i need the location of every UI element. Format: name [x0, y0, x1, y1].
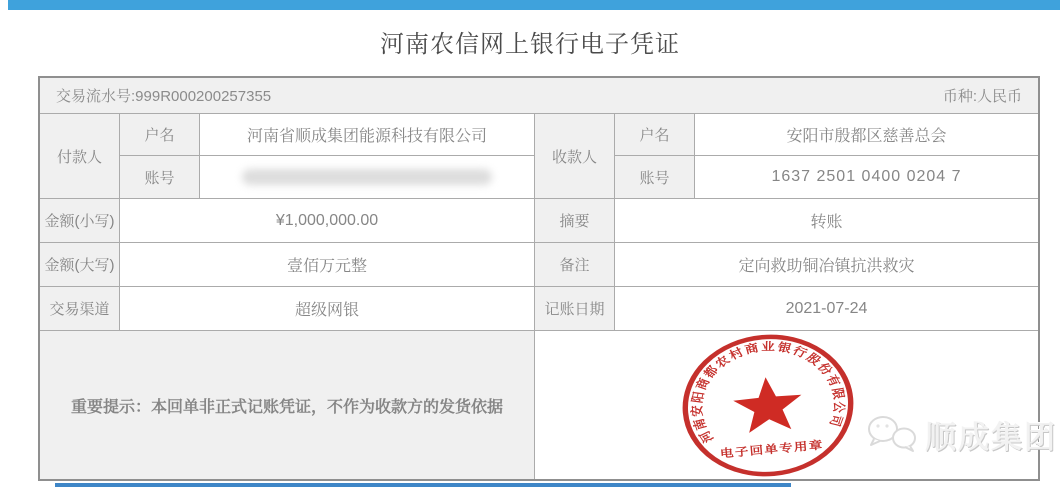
payee-name-value: 安阳市殷都区慈善总会 [695, 114, 1038, 156]
amount-words-value: 壹佰万元整 [120, 243, 535, 287]
payer-account-value [200, 156, 535, 199]
wechat-bubbles-icon [866, 414, 920, 456]
amount-figures-label: 金额(小写) [40, 199, 120, 243]
page-title: 河南农信网上银行电子凭证 [380, 31, 680, 58]
payee-section-label: 收款人 [535, 114, 615, 199]
summary-value: 转账 [615, 199, 1038, 243]
channel-value: 超级网银 [120, 287, 535, 331]
payer-section-label: 付款人 [40, 114, 120, 199]
bottom-accent-bar [55, 483, 791, 487]
watermark-text: 顺成集团 [925, 420, 1057, 455]
remark-value: 定向救助铜冶镇抗洪救灾 [615, 243, 1038, 287]
date-value: 2021-07-24 [615, 287, 1038, 331]
date-label: 记账日期 [535, 287, 615, 331]
wechat-watermark [866, 412, 1057, 457]
remark-label: 备注 [535, 243, 615, 287]
amount-words-label: 金额(大写) [40, 243, 120, 287]
important-notice: 重要提示：本回单非正式记账凭证，不作为收款方的发货依据 [40, 331, 535, 479]
payer-name-value: 河南省顺成集团能源科技有限公司 [200, 114, 535, 156]
seal-star-icon [731, 374, 804, 434]
payer-name-label: 户名 [120, 114, 200, 156]
currency: 币种:人民币 [942, 88, 1022, 105]
top-accent-bar [8, 0, 1060, 10]
bank-seal [672, 323, 864, 487]
payee-account-label: 账号 [615, 156, 695, 199]
seal-bank-name: 河南安阳商都农村商业银行股份有限公司 [689, 340, 847, 445]
payee-name-label: 户名 [615, 114, 695, 156]
summary-label: 摘要 [535, 199, 615, 243]
channel-label: 交易渠道 [40, 287, 120, 331]
receipt-header-row [40, 78, 1038, 114]
amount-figures-value: ¥1,000,000.00 [120, 199, 535, 243]
seal-caption: 电子回单专用章 [719, 438, 825, 461]
payee-account-value: 1637 2501 0400 0204 7 [695, 156, 1038, 199]
redacted-account-blur [242, 169, 492, 185]
payer-account-label: 账号 [120, 156, 200, 199]
serial-number: 交易流水号:999R000200257355 [56, 88, 272, 105]
